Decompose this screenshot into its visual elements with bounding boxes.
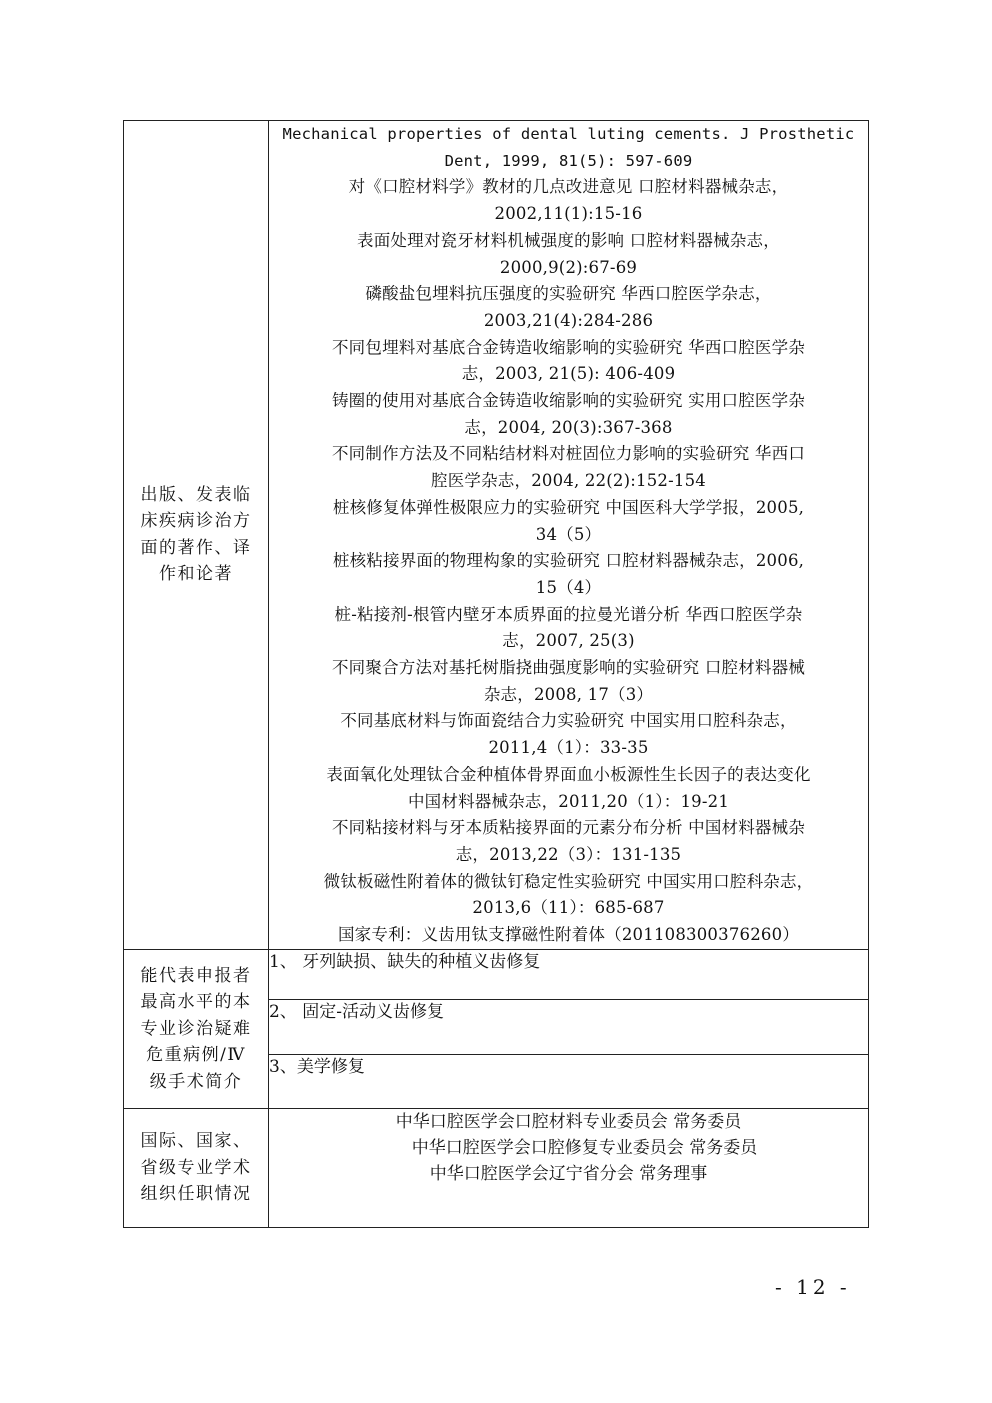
case-item-2: 2、 固定-活动义齿修复 <box>269 999 869 1054</box>
publication-line: 2013,6（11）：685-687 <box>472 898 665 918</box>
organizations-list <box>269 1108 869 1227</box>
cases-label-line: 危重病例/Ⅳ <box>146 1045 246 1066</box>
publication-line: 桩-粘接剂-根管内壁牙本质界面的拉曼光谱分析 华西口腔医学杂 <box>334 604 803 624</box>
publication-line: 表面氧化处理钛合金种植体骨界面血小板源性生长因子的表达变化 <box>326 764 811 784</box>
publications-label-line: 出版、发表临 <box>140 484 252 505</box>
publication-line: 磷酸盐包埋料抗压强度的实验研究 华西口腔医学杂志， <box>365 284 772 304</box>
case-item-1: 1、 牙列缺损、缺失的种植义齿修复 <box>269 949 869 999</box>
organization-line: 中华口腔医学会辽宁省分会 常务理事 <box>429 1163 708 1184</box>
publication-line: 桩核修复体弹性极限应力的实验研究 中国医科大学学报，2005, <box>332 497 805 517</box>
page-number: - 12 - <box>775 1275 851 1299</box>
publications-label-line: 床疾病诊治方 <box>140 511 252 532</box>
publication-line: 杂志，2008, 17（3） <box>483 684 654 704</box>
publication-line: 不同制作方法及不同粘结材料对桩固位力影响的实验研究 华西口 <box>331 444 806 464</box>
publication-line: 桩核粘接界面的物理构象的实验研究 口腔材料器械杂志，2006, <box>332 551 805 571</box>
publication-line: 不同包埋料对基底合金铸造收缩影响的实验研究 华西口腔医学杂 <box>331 337 806 357</box>
organizations-label <box>124 1108 269 1227</box>
publication-line: 2002,11(1):15-16 <box>494 204 643 224</box>
organizations-label-line: 省级专业学术 <box>140 1157 252 1178</box>
publication-line: Mechanical properties of dental luting cements. J Prosthetic <box>282 125 855 143</box>
publication-line: 34（5） <box>535 524 602 544</box>
publications-list <box>269 121 869 950</box>
publication-line: 铸圈的使用对基底合金铸造收缩影响的实验研究 实用口腔医学杂 <box>331 391 806 411</box>
cases-label-line: 最高水平的本 <box>140 992 252 1013</box>
organizations-label-line: 组织任职情况 <box>140 1184 252 1205</box>
publication-line: 不同聚合方法对基托树脂挠曲强度影响的实验研究 口腔材料器械 <box>331 658 806 678</box>
publication-line: 微钛板磁性附着体的微钛钉稳定性实验研究 中国实用口腔科杂志， <box>323 871 814 891</box>
publication-line: Dent, 1999, 81(5): 597-609 <box>444 151 693 170</box>
publications-label <box>124 121 269 950</box>
resume-table <box>123 120 869 1228</box>
publication-line: 不同基底材料与饰面瓷结合力实验研究 中国实用口腔科杂志， <box>340 711 797 731</box>
publication-line: 国家专利：义齿用钛支撑磁性附着体（201108300376260） <box>337 925 800 945</box>
publication-line: 表面处理对瓷牙材料机械强度的影响 口腔材料器械杂志， <box>357 230 780 250</box>
organization-line: 中华口腔医学会口腔修复专业委员会 常务委员 <box>411 1137 758 1158</box>
publication-line: 2011,4（1）：33-35 <box>488 738 649 758</box>
publications-label-line: 面的著作、译 <box>140 537 252 558</box>
publication-line: 志，2013,22（3）：131-135 <box>455 844 682 864</box>
organization-line: 中华口腔医学会口腔材料专业委员会 常务委员 <box>395 1111 742 1132</box>
publication-line: 对《口腔材料学》教材的几点改进意见 口腔材料器械杂志， <box>348 177 789 197</box>
publication-line: 2003,21(4):284-286 <box>483 310 654 330</box>
publication-line: 中国材料器械杂志，2011,20（1）：19-21 <box>407 791 730 811</box>
publications-row <box>124 121 869 950</box>
organizations-label-line: 国际、国家、 <box>140 1131 252 1152</box>
publication-line: 志，2003, 21(5): 406-409 <box>461 364 676 384</box>
publication-line: 腔医学杂志，2004, 22(2):152-154 <box>431 471 706 491</box>
case-row <box>124 949 869 999</box>
cases-label-line: 级手术简介 <box>149 1071 243 1092</box>
organizations-row <box>124 1108 869 1227</box>
cases-label-line: 能代表申报者 <box>140 965 252 986</box>
publication-line: 志，2004, 20(3):367-368 <box>464 417 673 437</box>
publication-line: 不同粘接材料与牙本质粘接界面的元素分布分析 中国材料器械杂 <box>331 818 806 838</box>
publications-label-line: 作和论著 <box>159 564 233 585</box>
cases-label <box>124 949 269 1108</box>
publication-line: 2000,9(2):67-69 <box>499 257 638 277</box>
cases-label-line: 专业诊治疑难 <box>140 1018 252 1039</box>
publication-line: 15（4） <box>535 577 602 597</box>
case-item-3: 3、美学修复 <box>269 1054 869 1108</box>
publication-line: 志，2007, 25(3) <box>502 631 635 651</box>
